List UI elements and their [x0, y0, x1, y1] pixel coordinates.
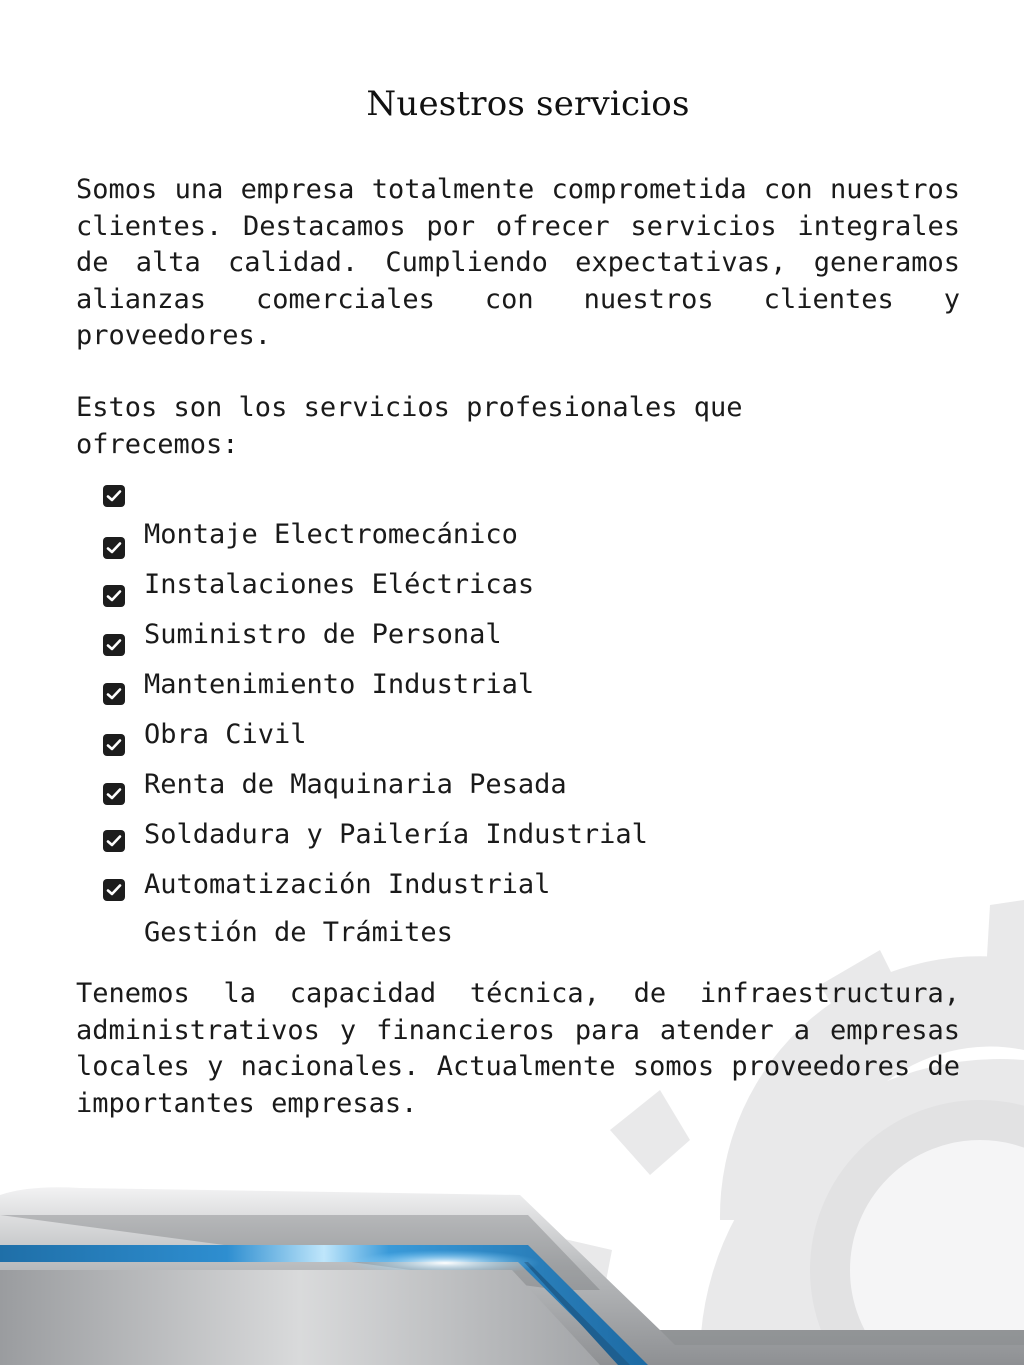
check-box-icon	[103, 537, 125, 559]
intro-paragraph: Somos una empresa totalmente comprometida con nuestros clientes. Destacamos por ofrecer servicios integrales de alta calidad. Cumpliendo expectativas, generamos alianzas comerciales con nuestros clientes y proveedores.	[76, 174, 960, 351]
service-item: Suministro de Personal	[144, 619, 502, 650]
metal-plate	[0, 1270, 600, 1365]
metal-edge	[660, 1330, 1024, 1345]
check-box-icon	[103, 783, 125, 805]
page-title: Nuestros servicios	[366, 84, 690, 124]
services-lead-text: Estos son los servicios profesionales que ofrecemos:	[76, 392, 743, 460]
check-box-icon	[103, 734, 125, 756]
service-item: Gestión de Trámites	[144, 917, 453, 948]
check-box-icon	[103, 585, 125, 607]
service-item: Automatización Industrial	[144, 869, 551, 900]
check-box-icon	[103, 683, 125, 705]
check-box-icon	[103, 634, 125, 656]
service-item: Soldadura y Pailería Industrial	[144, 819, 648, 850]
closing-paragraph: Tenemos la capacidad técnica, de infraestructura, administrativos y financieros para atender a empresas locales y nacionales. Actualmente somos proveedores de importantes empresas.	[76, 978, 960, 1119]
check-box-icon	[103, 485, 125, 507]
check-box-icon	[103, 879, 125, 901]
service-item: Instalaciones Eléctricas	[144, 569, 535, 600]
check-box-icon	[103, 830, 125, 852]
service-item: Montaje Electromecánico	[144, 519, 518, 550]
service-item: Renta de Maquinaria Pesada	[144, 769, 567, 800]
service-item: Obra Civil	[144, 719, 307, 750]
service-item: Mantenimiento Industrial	[144, 669, 535, 700]
